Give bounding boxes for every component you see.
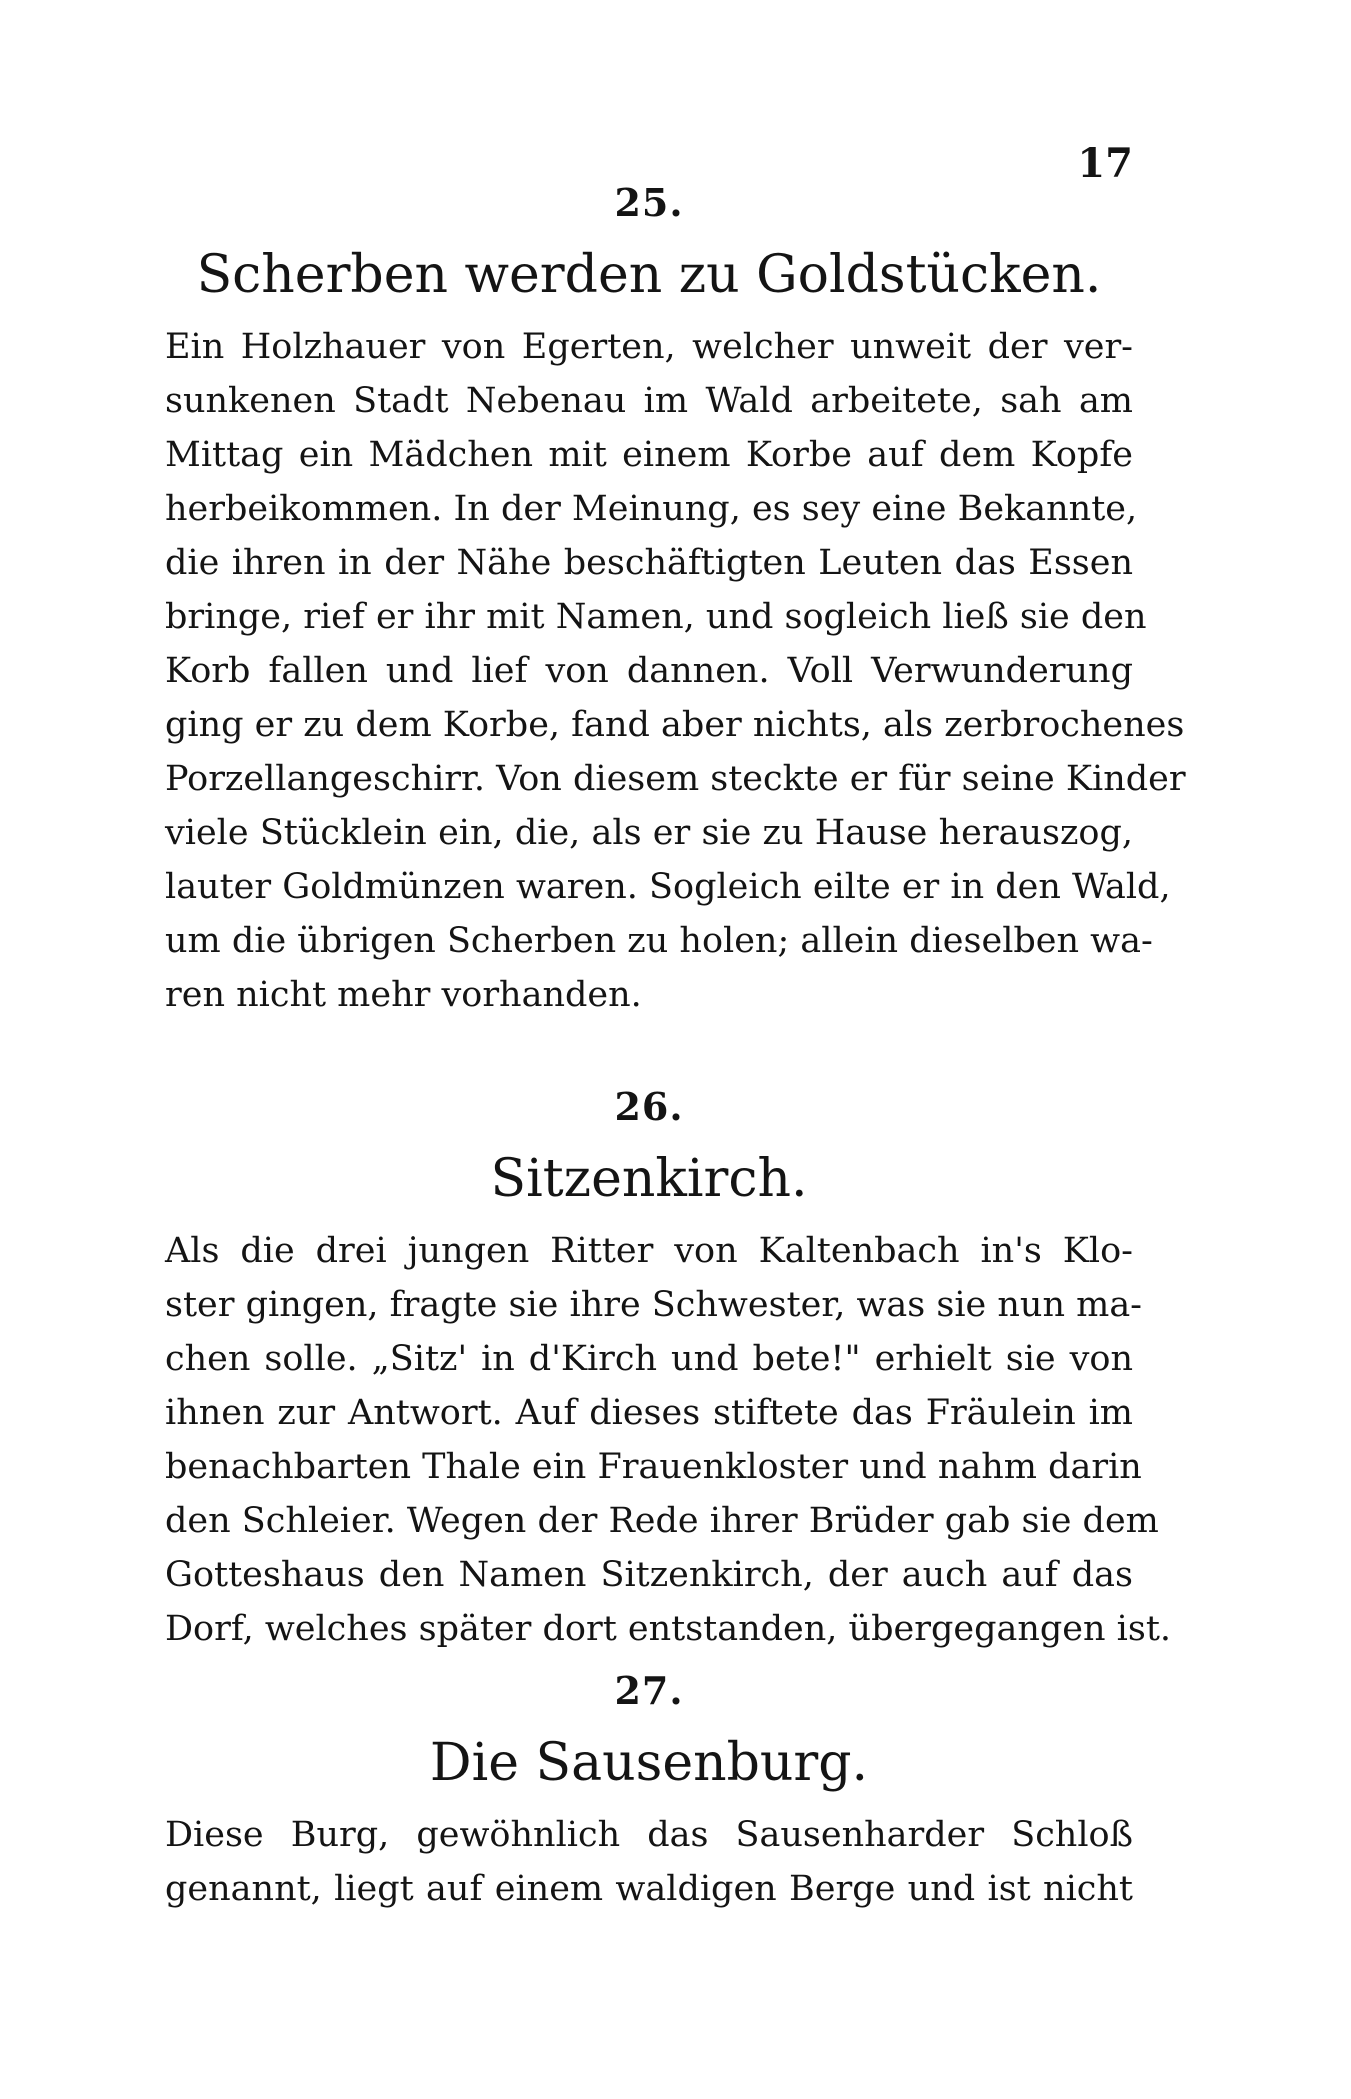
section-26: [165, 1082, 1172, 1656]
text-line: Gotteshaus den Namen Sitzenkirch, der auch auf das: [165, 1555, 1133, 1595]
text-line: ren nicht mehr vorhanden.: [165, 975, 642, 1015]
section-25: [165, 178, 1186, 1022]
text-line: Mittag ein Mädchen mit einem Korbe auf dem Kopfe: [165, 435, 1133, 475]
section-title: Sitzenkirch.: [490, 1149, 808, 1209]
text-line: sunkenen Stadt Nebenau im Wald arbeitete, sah am: [165, 381, 1133, 421]
section-number: 27.: [614, 1668, 684, 1713]
text-line: bringe, rief er ihr mit Namen, und sogleich ließ sie den: [165, 597, 1147, 637]
text-line: Dorf, welches später dort entstanden, übergegangen ist.: [165, 1609, 1172, 1649]
section-body: [165, 320, 1186, 1022]
text-line: Ein Holzhauer von Egerten, welcher unweit der ver-: [165, 327, 1133, 367]
section-body: [165, 1224, 1172, 1656]
section-title: Die Sausenburg.: [429, 1733, 869, 1793]
text-line: lauter Goldmünzen waren. Sogleich eilte er in den Wald,: [165, 867, 1171, 907]
text-line: chen solle. „Sitz' in d'Kirch und bete!" erhielt sie von: [165, 1339, 1133, 1379]
text-line: herbeikommen. In der Meinung, es sey eine Bekannte,: [165, 489, 1138, 529]
text-line: genannt, liegt auf einem waldigen Berge und ist nicht: [165, 1869, 1133, 1909]
text-line: Korb fallen und lief von dannen. Voll Verwunderung: [165, 651, 1133, 691]
text-line: ging er zu dem Korbe, fand aber nichts, als zerbrochenes: [165, 705, 1185, 745]
section-body: [165, 1808, 1133, 1916]
text-line: die ihren in der Nähe beschäftigten Leuten das Essen: [165, 543, 1133, 583]
text-line: viele Stücklein ein, die, als er sie zu Hause herauszog,: [165, 813, 1133, 853]
text-line: den Schleier. Wegen der Rede ihrer Brüder gab sie dem: [165, 1501, 1159, 1541]
text-line: Als die drei jungen Ritter von Kaltenbach in's Klo-: [165, 1231, 1133, 1271]
text-line: Diese Burg, gewöhnlich das Sausenharder Schloß: [165, 1815, 1133, 1855]
page-number: 17: [1077, 140, 1133, 187]
text-line: benachbarten Thale ein Frauenkloster und nahm darin: [165, 1447, 1142, 1487]
section-title: Scherben werden zu Goldstücken.: [196, 245, 1102, 305]
text-line: ster gingen, fragte sie ihre Schwester, was sie nun ma-: [165, 1285, 1143, 1325]
section-number: 26.: [614, 1084, 684, 1129]
text-line: Porzellangeschirr. Von diesem steckte er für seine Kinder: [165, 759, 1186, 799]
text-line: ihnen zur Antwort. Auf dieses stiftete das Fräulein im: [165, 1393, 1133, 1433]
section-number: 25.: [614, 180, 684, 225]
section-27: [165, 1666, 1133, 1916]
text-line: um die übrigen Scherben zu holen; allein dieselben wa-: [165, 921, 1153, 961]
